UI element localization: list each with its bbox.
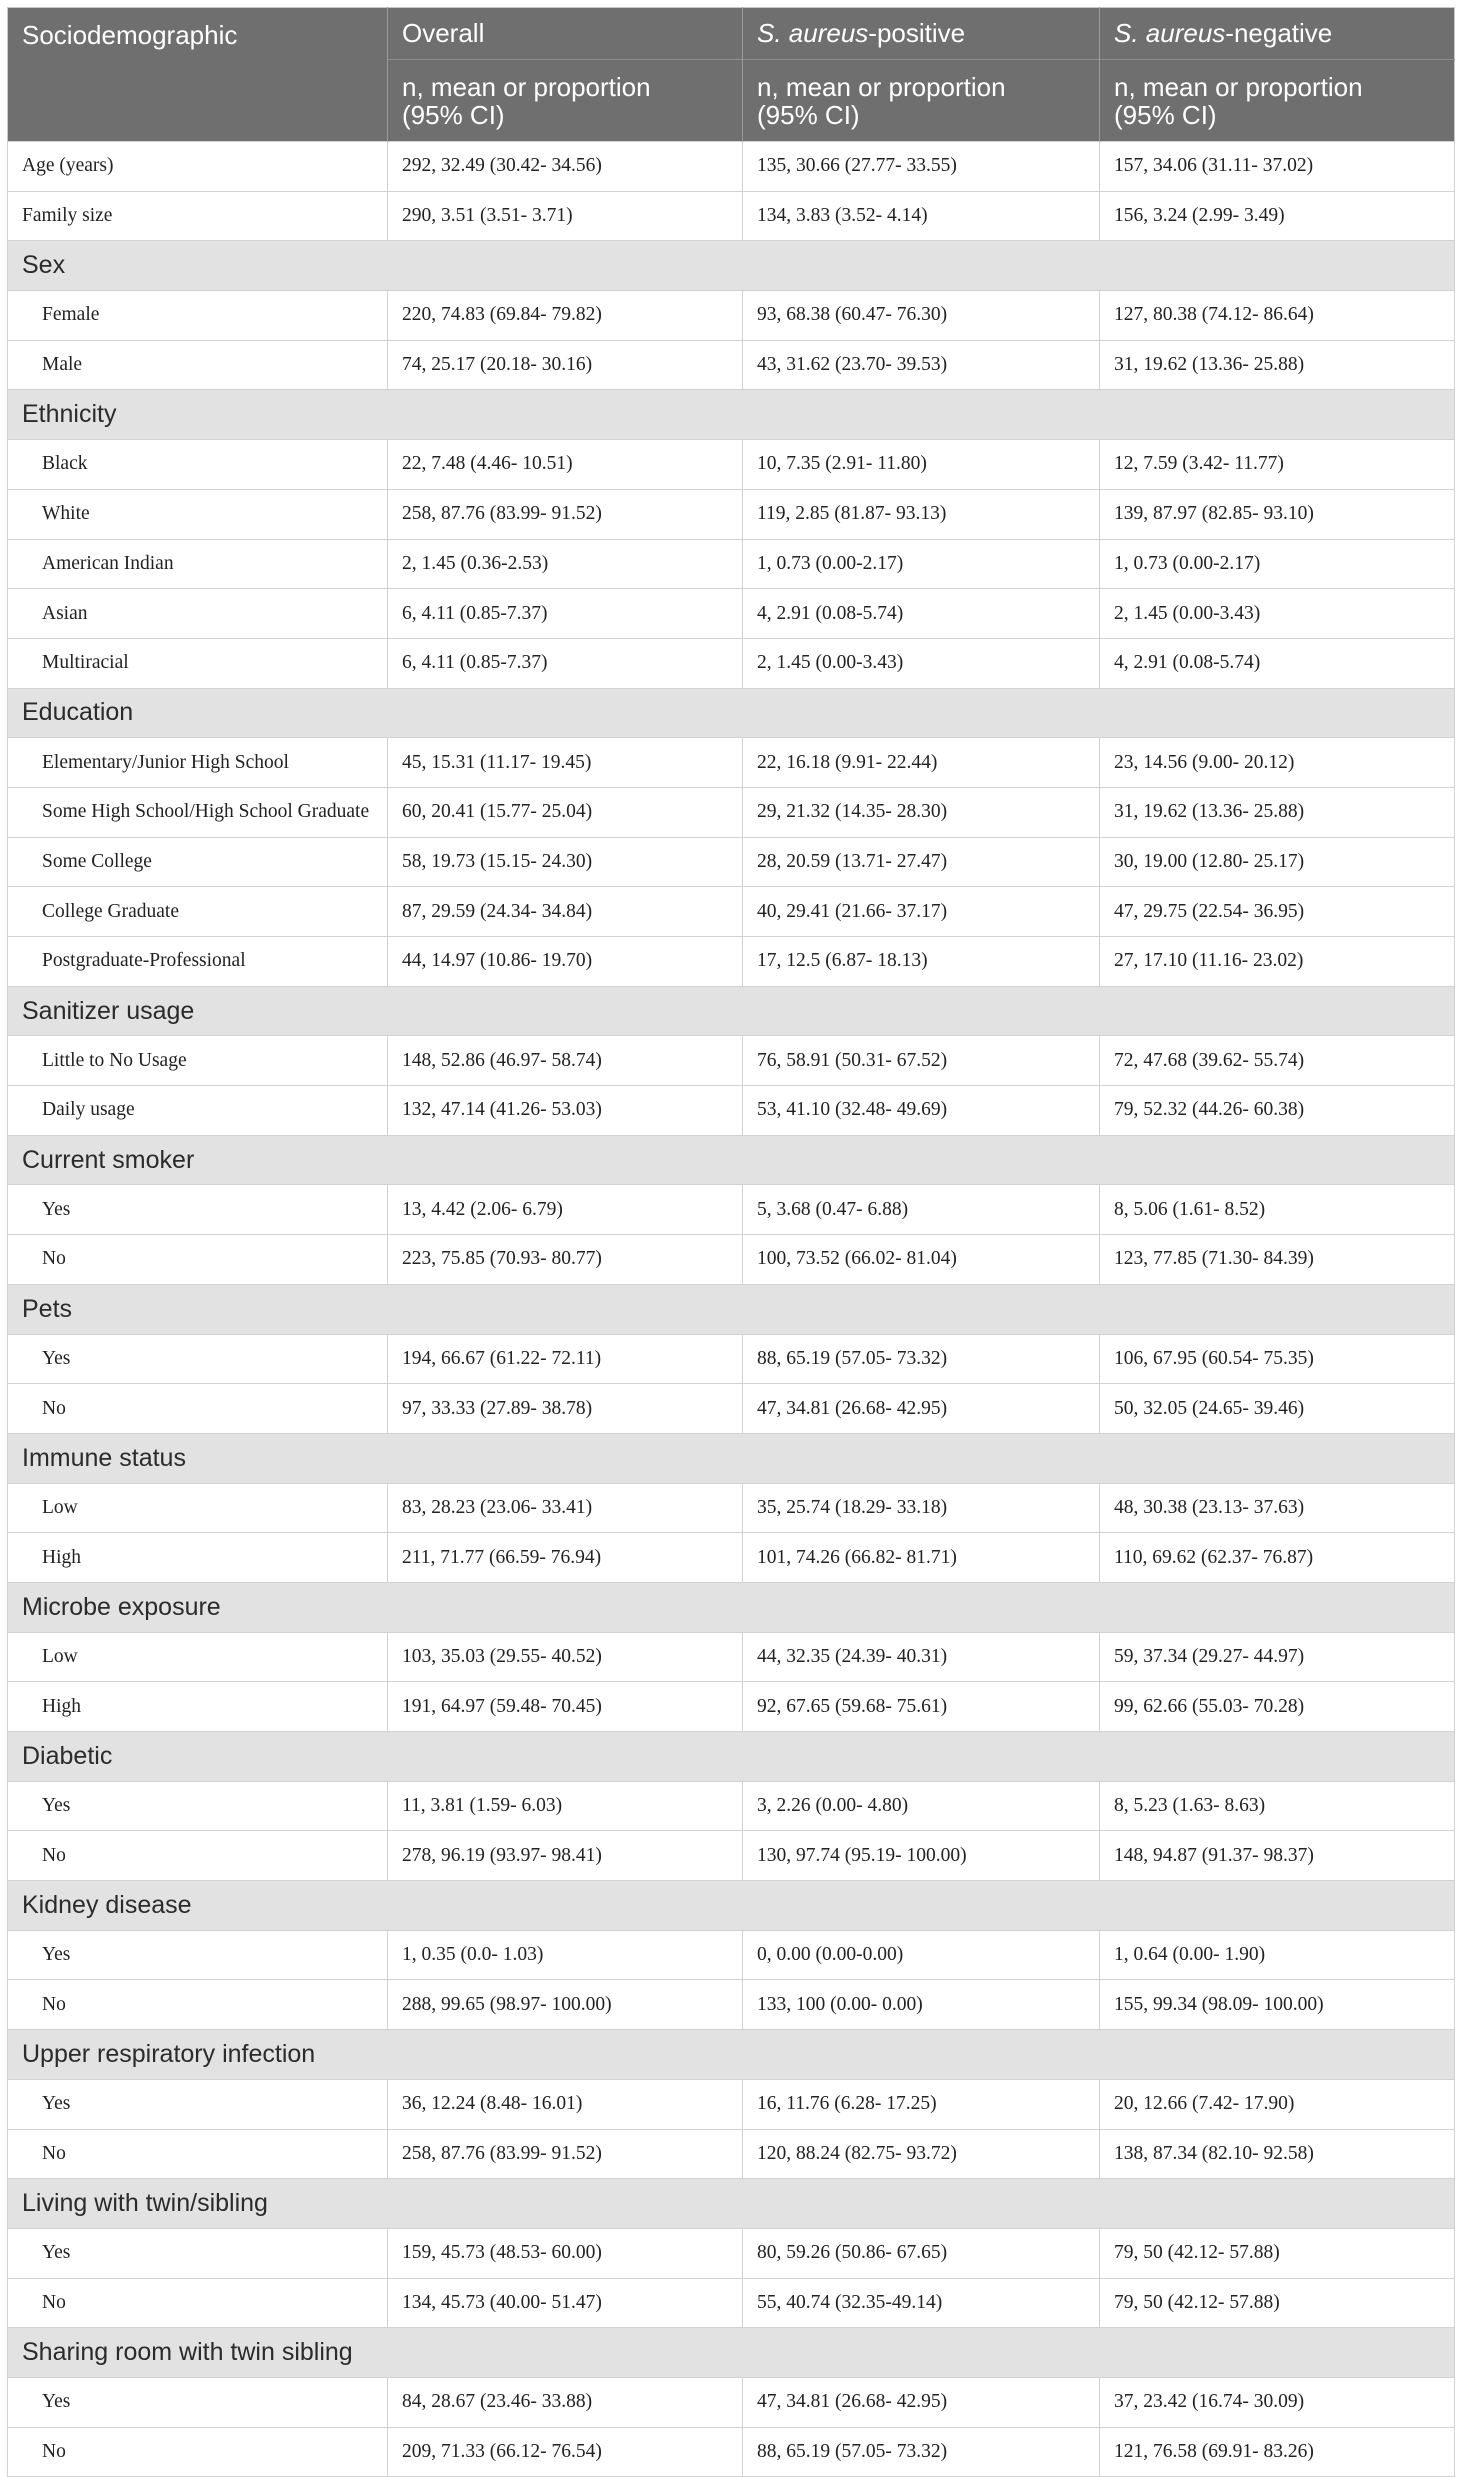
negative-value: 31, 19.62 (13.36- 25.88) (1100, 340, 1455, 390)
section-row (8, 1582, 1455, 1632)
positive-value: 22, 16.18 (9.91- 22.44) (743, 738, 1100, 788)
negative-value: 27, 17.10 (11.16- 23.02) (1100, 937, 1455, 987)
overall-value: 292, 32.49 (30.42- 34.56) (388, 142, 743, 192)
positive-value: 4, 2.91 (0.08-5.74) (743, 589, 1100, 639)
negative-value: 72, 47.68 (39.62- 55.74) (1100, 1036, 1455, 1086)
positive-value: 43, 31.62 (23.70- 39.53) (743, 340, 1100, 390)
table-row (8, 1334, 1455, 1384)
positive-value: 92, 67.65 (59.68- 75.61) (743, 1682, 1100, 1732)
positive-value: 120, 88.24 (82.75- 93.72) (743, 2129, 1100, 2179)
negative-value: 8, 5.06 (1.61- 8.52) (1100, 1185, 1455, 1235)
header-negative-suffix: -negative (1225, 18, 1333, 48)
overall-value: 45, 15.31 (11.17- 19.45) (388, 738, 743, 788)
negative-value: 20, 12.66 (7.42- 17.90) (1100, 2079, 1455, 2129)
section-row (8, 1135, 1455, 1185)
overall-value: 6, 4.11 (0.85-7.37) (388, 638, 743, 688)
subheader-line2: (95% CI) (402, 99, 505, 130)
positive-value: 1, 0.73 (0.00-2.17) (743, 539, 1100, 589)
positive-value: 28, 20.59 (13.71- 27.47) (743, 837, 1100, 887)
row-label: Family size (8, 191, 388, 241)
table-row (8, 539, 1455, 589)
negative-value: 139, 87.97 (82.85- 93.10) (1100, 489, 1455, 539)
negative-value: 79, 50 (42.12- 57.88) (1100, 2278, 1455, 2328)
overall-value: 1, 0.35 (0.0- 1.03) (388, 1930, 743, 1980)
overall-value: 58, 19.73 (15.15- 24.30) (388, 837, 743, 887)
positive-value: 47, 34.81 (26.68- 42.95) (743, 1384, 1100, 1434)
negative-value: 138, 87.34 (82.10- 92.58) (1100, 2129, 1455, 2179)
row-label: High (8, 1533, 388, 1583)
positive-value: 5, 3.68 (0.47- 6.88) (743, 1185, 1100, 1235)
sociodemographic-table (7, 7, 1455, 2477)
subheader-line2: (95% CI) (757, 99, 860, 130)
row-label: Some College (8, 837, 388, 887)
overall-value: 74, 25.17 (20.18- 30.16) (388, 340, 743, 390)
section-row (8, 688, 1455, 738)
table-row (8, 1781, 1455, 1831)
positive-value: 16, 11.76 (6.28- 17.25) (743, 2079, 1100, 2129)
row-label: Little to No Usage (8, 1036, 388, 1086)
overall-value: 87, 29.59 (24.34- 34.84) (388, 887, 743, 937)
positive-value: 88, 65.19 (57.05- 73.32) (743, 2427, 1100, 2477)
header-positive (743, 8, 1100, 60)
overall-value: 2, 1.45 (0.36-2.53) (388, 539, 743, 589)
subheader-line1: n, mean or proportion (1114, 71, 1363, 102)
table-row (8, 1980, 1455, 2030)
overall-value: 132, 47.14 (41.26- 53.03) (388, 1086, 743, 1136)
negative-value: 2, 1.45 (0.00-3.43) (1100, 589, 1455, 639)
table-row (8, 2129, 1455, 2179)
positive-value: 133, 100 (0.00- 0.00) (743, 1980, 1100, 2030)
section-row (8, 1732, 1455, 1782)
positive-value: 47, 34.81 (26.68- 42.95) (743, 2377, 1100, 2427)
section-row (8, 1881, 1455, 1931)
row-label: Asian (8, 589, 388, 639)
table-row (8, 2377, 1455, 2427)
positive-value: 130, 97.74 (95.19- 100.00) (743, 1831, 1100, 1881)
negative-value: 8, 5.23 (1.63- 8.63) (1100, 1781, 1455, 1831)
negative-value: 31, 19.62 (13.36- 25.88) (1100, 787, 1455, 837)
row-label: Yes (8, 2079, 388, 2129)
positive-value: 101, 74.26 (66.82- 81.71) (743, 1533, 1100, 1583)
overall-value: 36, 12.24 (8.48- 16.01) (388, 2079, 743, 2129)
negative-value: 47, 29.75 (22.54- 36.95) (1100, 887, 1455, 937)
header-positive-organism: S. aureus (757, 18, 869, 48)
overall-value: 134, 45.73 (40.00- 51.47) (388, 2278, 743, 2328)
positive-value: 88, 65.19 (57.05- 73.32) (743, 1334, 1100, 1384)
table-row (8, 589, 1455, 639)
negative-value: 157, 34.06 (31.11- 37.02) (1100, 142, 1455, 192)
negative-value: 110, 69.62 (62.37- 76.87) (1100, 1533, 1455, 1583)
header-overall: Overall (388, 8, 743, 60)
table-row (8, 1086, 1455, 1136)
header-row (8, 8, 1455, 60)
section-title: Current smoker (8, 1135, 1455, 1185)
row-label: Age (years) (8, 142, 388, 192)
table-row (8, 489, 1455, 539)
subheader-line1: n, mean or proportion (757, 71, 1006, 102)
positive-value: 76, 58.91 (50.31- 67.52) (743, 1036, 1100, 1086)
overall-value: 60, 20.41 (15.77- 25.04) (388, 787, 743, 837)
overall-value: 22, 7.48 (4.46- 10.51) (388, 440, 743, 490)
table-row (8, 1682, 1455, 1732)
table-row (8, 2278, 1455, 2328)
section-title: Pets (8, 1284, 1455, 1334)
row-label: Yes (8, 1334, 388, 1384)
negative-value: 1, 0.73 (0.00-2.17) (1100, 539, 1455, 589)
table-row (8, 1831, 1455, 1881)
negative-value: 30, 19.00 (12.80- 25.17) (1100, 837, 1455, 887)
table-body (8, 142, 1455, 2477)
positive-value: 134, 3.83 (3.52- 4.14) (743, 191, 1100, 241)
section-row (8, 241, 1455, 291)
section-title: Sharing room with twin sibling (8, 2328, 1455, 2378)
positive-value: 40, 29.41 (21.66- 37.17) (743, 887, 1100, 937)
section-title: Microbe exposure (8, 1582, 1455, 1632)
row-label: Some High School/High School Graduate (8, 787, 388, 837)
negative-value: 4, 2.91 (0.08-5.74) (1100, 638, 1455, 688)
overall-value: 44, 14.97 (10.86- 19.70) (388, 937, 743, 987)
negative-value: 121, 76.58 (69.91- 83.26) (1100, 2427, 1455, 2477)
positive-value: 93, 68.38 (60.47- 76.30) (743, 291, 1100, 341)
row-label: No (8, 2129, 388, 2179)
section-row (8, 986, 1455, 1036)
positive-value: 53, 41.10 (32.48- 49.69) (743, 1086, 1100, 1136)
positive-value: 100, 73.52 (66.02- 81.04) (743, 1235, 1100, 1285)
row-label: Low (8, 1483, 388, 1533)
positive-value: 2, 1.45 (0.00-3.43) (743, 638, 1100, 688)
table-row (8, 440, 1455, 490)
row-label: No (8, 1384, 388, 1434)
header-negative (1100, 8, 1455, 60)
section-title: Education (8, 688, 1455, 738)
overall-value: 288, 99.65 (98.97- 100.00) (388, 1980, 743, 2030)
row-label: No (8, 2278, 388, 2328)
table-row (8, 1533, 1455, 1583)
positive-value: 10, 7.35 (2.91- 11.80) (743, 440, 1100, 490)
row-label: Yes (8, 1930, 388, 1980)
negative-value: 23, 14.56 (9.00- 20.12) (1100, 738, 1455, 788)
table-row (8, 1632, 1455, 1682)
negative-value: 106, 67.95 (60.54- 75.35) (1100, 1334, 1455, 1384)
section-title: Kidney disease (8, 1881, 1455, 1931)
negative-value: 123, 77.85 (71.30- 84.39) (1100, 1235, 1455, 1285)
table-row (8, 738, 1455, 788)
overall-value: 84, 28.67 (23.46- 33.88) (388, 2377, 743, 2427)
row-label: Yes (8, 1781, 388, 1831)
table-row (8, 191, 1455, 241)
table-row (8, 1930, 1455, 1980)
negative-value: 12, 7.59 (3.42- 11.77) (1100, 440, 1455, 490)
section-title: Living with twin/sibling (8, 2179, 1455, 2229)
overall-value: 6, 4.11 (0.85-7.37) (388, 589, 743, 639)
table-row (8, 2228, 1455, 2278)
overall-value: 159, 45.73 (48.53- 60.00) (388, 2228, 743, 2278)
overall-value: 209, 71.33 (66.12- 76.54) (388, 2427, 743, 2477)
table-row (8, 142, 1455, 192)
row-label: Elementary/Junior High School (8, 738, 388, 788)
table-row (8, 2079, 1455, 2129)
negative-value: 59, 37.34 (29.27- 44.97) (1100, 1632, 1455, 1682)
table-row (8, 1235, 1455, 1285)
table-row (8, 1384, 1455, 1434)
overall-value: 220, 74.83 (69.84- 79.82) (388, 291, 743, 341)
positive-value: 119, 2.85 (81.87- 93.13) (743, 489, 1100, 539)
row-label: Multiracial (8, 638, 388, 688)
row-label: Postgraduate-Professional (8, 937, 388, 987)
table-row (8, 340, 1455, 390)
table-row (8, 1185, 1455, 1235)
negative-value: 79, 50 (42.12- 57.88) (1100, 2228, 1455, 2278)
row-label: White (8, 489, 388, 539)
table-row (8, 887, 1455, 937)
table-row (8, 1036, 1455, 1086)
negative-value: 127, 80.38 (74.12- 86.64) (1100, 291, 1455, 341)
section-title: Sanitizer usage (8, 986, 1455, 1036)
row-label: No (8, 1980, 388, 2030)
negative-value: 48, 30.38 (23.13- 37.63) (1100, 1483, 1455, 1533)
negative-value: 79, 52.32 (44.26- 60.38) (1100, 1086, 1455, 1136)
negative-value: 156, 3.24 (2.99- 3.49) (1100, 191, 1455, 241)
negative-value: 155, 99.34 (98.09- 100.00) (1100, 1980, 1455, 2030)
row-label: Female (8, 291, 388, 341)
overall-value: 103, 35.03 (29.55- 40.52) (388, 1632, 743, 1682)
positive-value: 17, 12.5 (6.87- 18.13) (743, 937, 1100, 987)
table-row (8, 937, 1455, 987)
negative-value: 148, 94.87 (91.37- 98.37) (1100, 1831, 1455, 1881)
row-label: Black (8, 440, 388, 490)
section-row (8, 2179, 1455, 2229)
overall-value: 191, 64.97 (59.48- 70.45) (388, 1682, 743, 1732)
row-label: High (8, 1682, 388, 1732)
row-label: American Indian (8, 539, 388, 589)
positive-value: 44, 32.35 (24.39- 40.31) (743, 1632, 1100, 1682)
row-label: No (8, 1235, 388, 1285)
subheader-line1: n, mean or proportion (402, 71, 651, 102)
section-title: Ethnicity (8, 390, 1455, 440)
table-row (8, 291, 1455, 341)
row-label: Daily usage (8, 1086, 388, 1136)
row-label: Yes (8, 2377, 388, 2427)
overall-value: 258, 87.76 (83.99- 91.52) (388, 2129, 743, 2179)
subheader-positive (743, 60, 1100, 142)
section-row (8, 2030, 1455, 2080)
overall-value: 11, 3.81 (1.59- 6.03) (388, 1781, 743, 1831)
header-negative-organism: S. aureus (1114, 18, 1226, 48)
table-row (8, 787, 1455, 837)
section-row (8, 1284, 1455, 1334)
section-row (8, 2328, 1455, 2378)
overall-value: 83, 28.23 (23.06- 33.41) (388, 1483, 743, 1533)
table-row (8, 837, 1455, 887)
negative-value: 50, 32.05 (24.65- 39.46) (1100, 1384, 1455, 1434)
positive-value: 80, 59.26 (50.86- 67.65) (743, 2228, 1100, 2278)
table-header (8, 8, 1455, 142)
table-container (7, 7, 1454, 2477)
overall-value: 290, 3.51 (3.51- 3.71) (388, 191, 743, 241)
section-title: Sex (8, 241, 1455, 291)
table-row (8, 2427, 1455, 2477)
table-row (8, 1483, 1455, 1533)
negative-value: 37, 23.42 (16.74- 30.09) (1100, 2377, 1455, 2427)
section-title: Diabetic (8, 1732, 1455, 1782)
row-label: Low (8, 1632, 388, 1682)
overall-value: 194, 66.67 (61.22- 72.11) (388, 1334, 743, 1384)
row-label: Male (8, 340, 388, 390)
row-label: No (8, 1831, 388, 1881)
positive-value: 55, 40.74 (32.35-49.14) (743, 2278, 1100, 2328)
subheader-line2: (95% CI) (1114, 99, 1217, 130)
overall-value: 223, 75.85 (70.93- 80.77) (388, 1235, 743, 1285)
subheader-negative (1100, 60, 1455, 142)
negative-value: 99, 62.66 (55.03- 70.28) (1100, 1682, 1455, 1732)
row-label: Yes (8, 2228, 388, 2278)
positive-value: 135, 30.66 (27.77- 33.55) (743, 142, 1100, 192)
row-label: College Graduate (8, 887, 388, 937)
section-title: Immune status (8, 1433, 1455, 1483)
overall-value: 148, 52.86 (46.97- 58.74) (388, 1036, 743, 1086)
header-sociodemographic: Sociodemographic (8, 8, 388, 142)
overall-value: 278, 96.19 (93.97- 98.41) (388, 1831, 743, 1881)
section-row (8, 1433, 1455, 1483)
section-title: Upper respiratory infection (8, 2030, 1455, 2080)
positive-value: 29, 21.32 (14.35- 28.30) (743, 787, 1100, 837)
overall-value: 211, 71.77 (66.59- 76.94) (388, 1533, 743, 1583)
overall-value: 258, 87.76 (83.99- 91.52) (388, 489, 743, 539)
row-label: Yes (8, 1185, 388, 1235)
subheader-overall (388, 60, 743, 142)
positive-value: 35, 25.74 (18.29- 33.18) (743, 1483, 1100, 1533)
header-positive-suffix: -positive (868, 18, 966, 48)
section-row (8, 390, 1455, 440)
negative-value: 1, 0.64 (0.00- 1.90) (1100, 1930, 1455, 1980)
table-row (8, 638, 1455, 688)
overall-value: 97, 33.33 (27.89- 38.78) (388, 1384, 743, 1434)
positive-value: 0, 0.00 (0.00-0.00) (743, 1930, 1100, 1980)
overall-value: 13, 4.42 (2.06- 6.79) (388, 1185, 743, 1235)
row-label: No (8, 2427, 388, 2477)
positive-value: 3, 2.26 (0.00- 4.80) (743, 1781, 1100, 1831)
